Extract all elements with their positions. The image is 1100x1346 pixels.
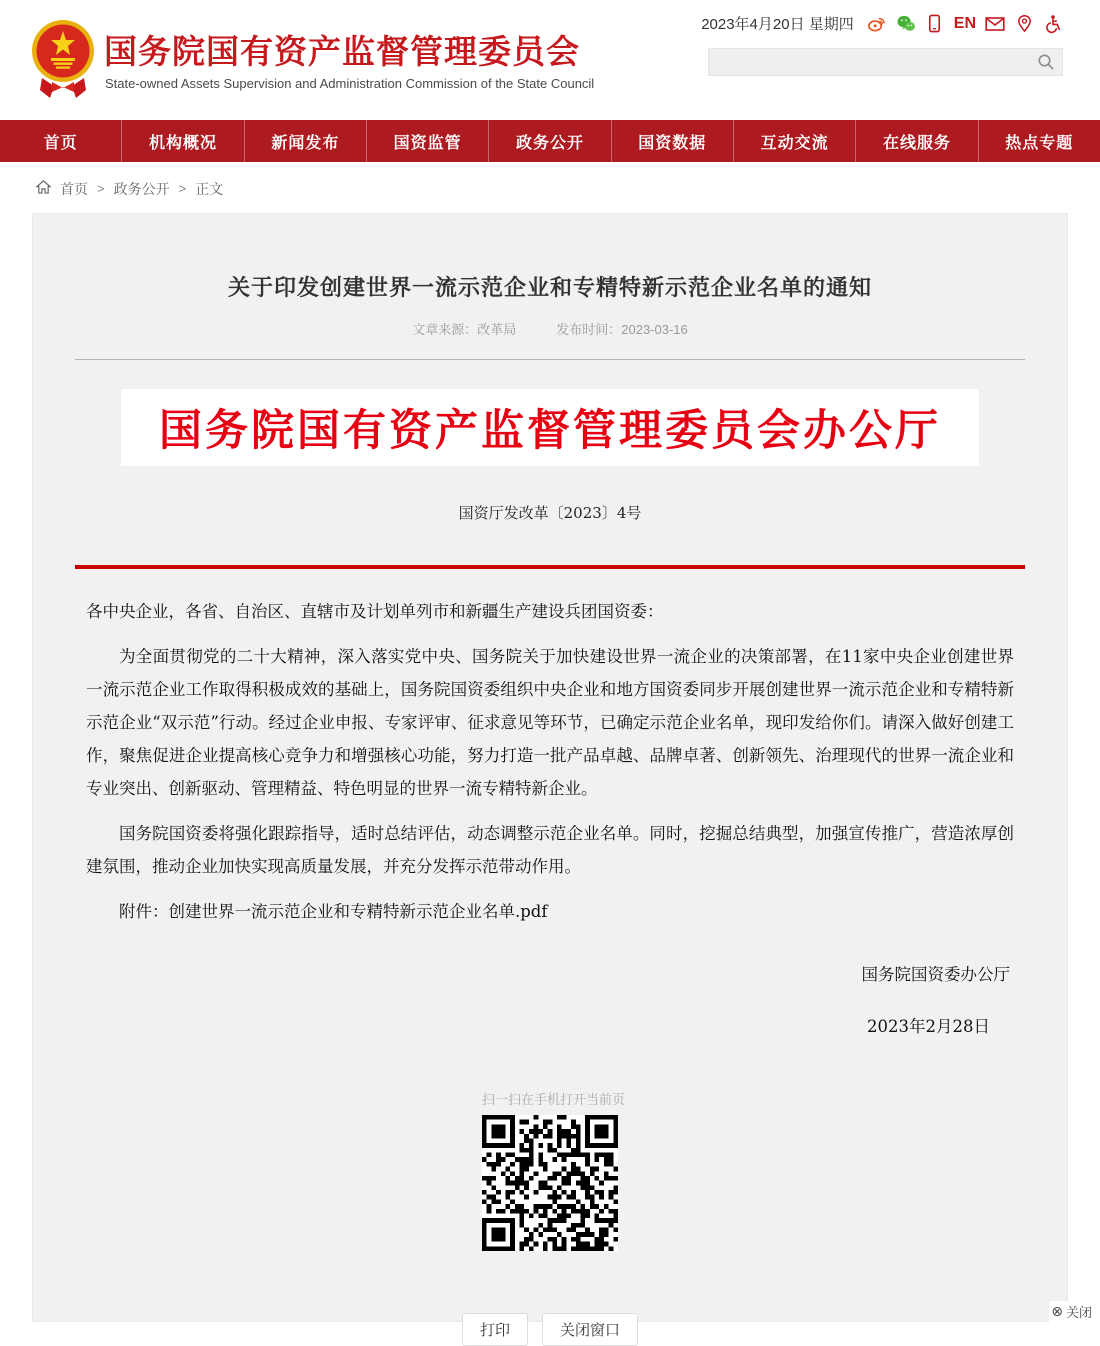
paragraph-body-1: 为全面贯彻党的二十大精神，深入落实党中央、国务院关于加快建设世界一流企业的决策部署，在11家中央企业创建世界一流示范企业工作取得积极成效的基础上，国务院国资委组织中央企业和地方国资委同步开展创建世界一流示范企业和专精特新示范企业“双示范”行动。经过企业申报、专家评审、征求意见等环节，已确定示范企业名单，现印发给你们。请深入做好创建工作，聚焦促进企业提高核心竞争力和增强核心功能，努力打造一批产品卓越、品牌卓著、创新领先、治理现代的世界一流企业和专业突出、创新驱动、管理精益、特色明显的世界一流专精特新企业。 [86, 647, 1014, 798]
nav-item-news[interactable]: 新闻发布 [245, 120, 367, 162]
nav-item-topics[interactable]: 热点专题 [1005, 134, 1074, 152]
paragraph-salutation: 各中央企业，各省、自治区、直辖市及计划单列市和新疆生产建设兵团国资委： [86, 602, 664, 621]
qr-label: 扫一扫在手机打开当前页 [482, 1092, 626, 1107]
pubdate-label: 发布时间： [556, 322, 622, 337]
breadcrumb [0, 162, 1100, 199]
breadcrumb-current: 正文 [195, 180, 224, 197]
qr-section [482, 1089, 626, 1251]
search-input[interactable] [709, 49, 1062, 75]
main-nav [0, 120, 1100, 162]
language-toggle-en[interactable]: EN [953, 14, 976, 32]
search-button[interactable] [1035, 52, 1057, 74]
breadcrumb-gov-affairs[interactable]: 政务公开 [113, 180, 170, 197]
breadcrumb-separator: > [178, 181, 187, 196]
source-value: 改革局 [477, 322, 517, 337]
site-header [0, 0, 1100, 120]
floating-close-label: 关闭 [1065, 1305, 1092, 1320]
floating-close[interactable] [1049, 1301, 1094, 1322]
nav-item-interaction[interactable]: 互动交流 [734, 120, 856, 162]
current-date: 2023年4月20日 星期四 [701, 16, 854, 33]
mobile-icon[interactable] [925, 14, 945, 34]
article-title: 关于印发创建世界一流示范企业和专精特新示范企业名单的通知 [227, 275, 872, 300]
meta-divider [75, 359, 1025, 360]
letterhead-title: 国务院国有资产监督管理委员会办公厅 [159, 406, 941, 456]
article-meta [33, 319, 1067, 338]
close-circle-icon: ⊗ [1051, 1303, 1063, 1319]
nav-item-services[interactable]: 在线服务 [856, 120, 978, 162]
letterhead-red-rule [75, 565, 1025, 569]
attachment-link[interactable]: 附件：创建世界一流示范企业和专精特新示范企业名单.pdf [119, 902, 548, 921]
weibo-icon[interactable] [867, 14, 887, 34]
home-icon [36, 180, 51, 197]
search-icon [1037, 53, 1055, 74]
site-subtitle: State-owned Assets Supervision and Administration Commission of the State Council [105, 76, 595, 91]
topbar [701, 13, 1063, 34]
paragraph-body-2: 国务院国资委将强化跟踪指导，适时总结评估，动态调整示范企业名单。同时，挖掘总结典型，加强宣传推广，营造浓厚创建氛围，推动企业加快实现高质量发展，并充分发挥示范带动作用。 [86, 824, 1014, 876]
article-container [32, 213, 1068, 1339]
nav-item-gov-affairs[interactable]: 政务公开 [489, 120, 611, 162]
signature-date: 2023年2月28日 [867, 1017, 990, 1036]
national-emblem-logo [30, 16, 96, 100]
breadcrumb-home[interactable]: 首页 [60, 180, 88, 197]
letterhead-banner [121, 389, 979, 466]
site-title: 国务院国有资产监督管理委员会 [104, 33, 580, 70]
nav-item-home[interactable]: 首页 [0, 120, 122, 162]
nav-item-supervision[interactable]: 国资监管 [367, 120, 489, 162]
document-number: 国资厅发改革〔2023〕4号 [458, 504, 642, 522]
action-buttons [33, 1313, 1067, 1346]
close-window-button[interactable]: 关闭窗口 [542, 1313, 638, 1346]
breadcrumb-separator: > [97, 181, 105, 196]
signature-office: 国务院国资委办公厅 [861, 965, 1010, 984]
print-button[interactable]: 打印 [462, 1313, 528, 1346]
wechat-icon[interactable] [896, 14, 916, 34]
nav-item-overview[interactable]: 机构概况 [122, 120, 244, 162]
qr-code [482, 1115, 618, 1251]
article-body [86, 595, 1014, 928]
nav-item-data[interactable]: 国资数据 [612, 120, 734, 162]
accessibility-icon[interactable] [1043, 14, 1063, 34]
source-label: 文章来源： [412, 322, 478, 337]
search-bar [708, 48, 1063, 76]
pubdate-value: 2023-03-16 [621, 322, 688, 337]
location-icon[interactable] [1014, 14, 1034, 34]
mail-icon[interactable] [985, 14, 1005, 34]
